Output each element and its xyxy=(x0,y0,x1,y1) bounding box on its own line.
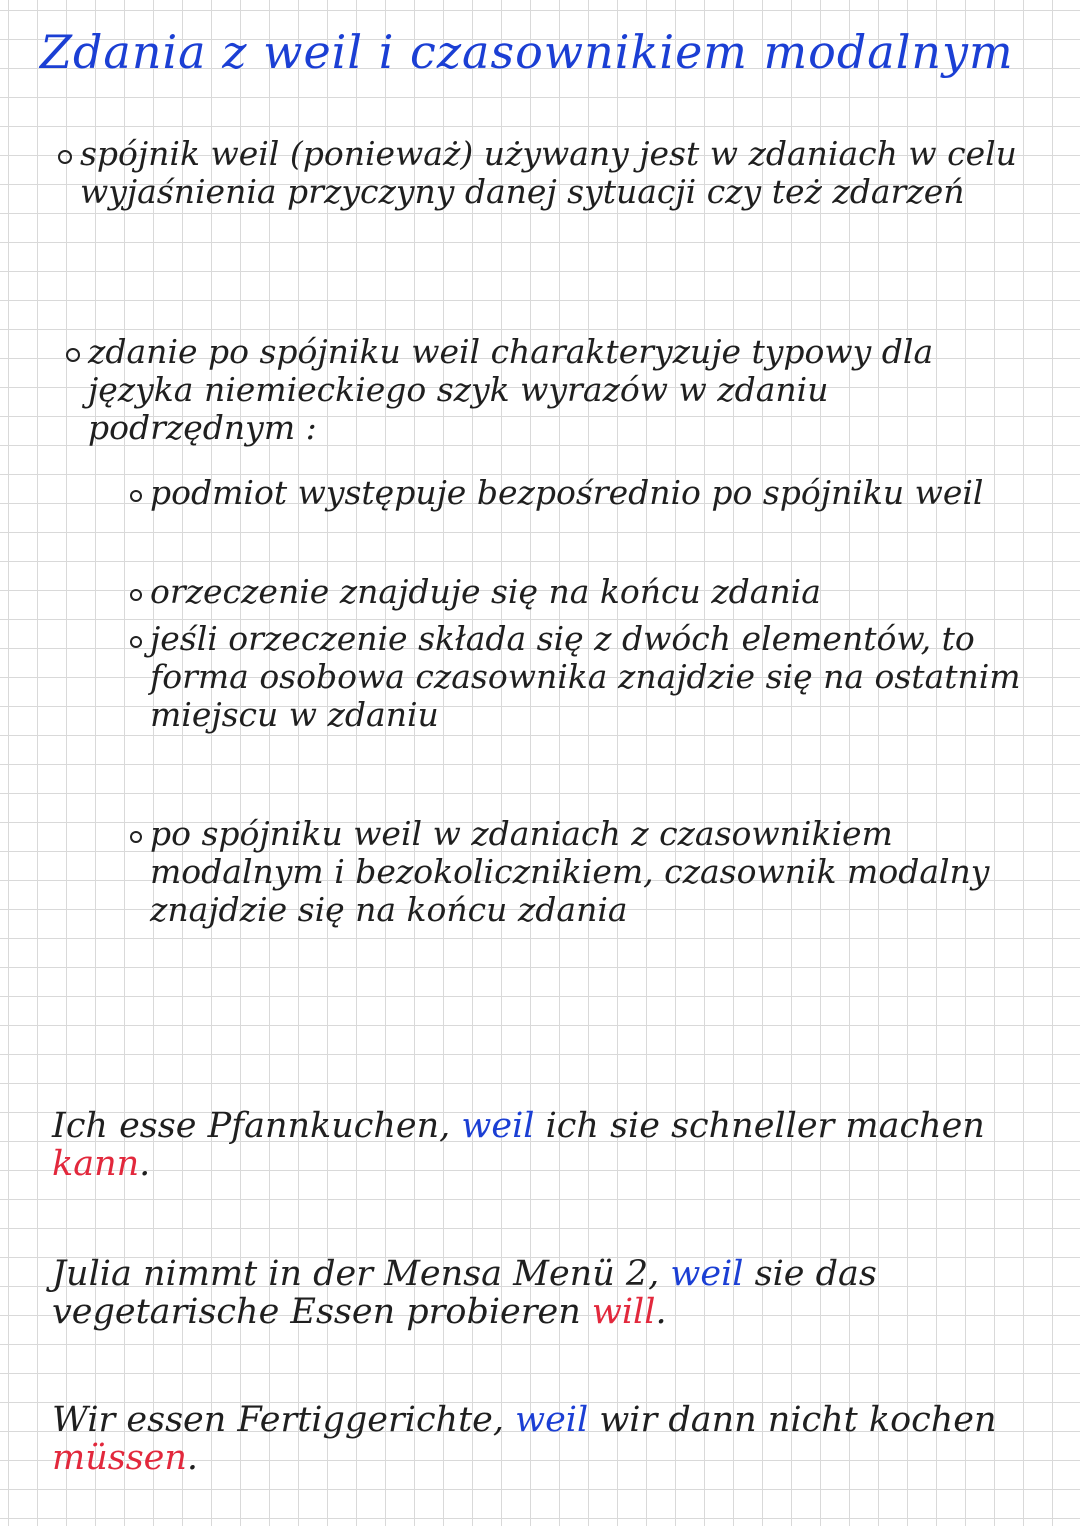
sub-bullet-predicate xyxy=(150,573,1030,611)
bullet-circle-icon xyxy=(130,636,142,648)
sub-bullet-text: po spójniku weil w zdaniach z czasownikiem modalnym i bezokolicznikiem, czasownik modalny znajdzie się na końcu zdania xyxy=(150,814,990,929)
sub-bullet-modal-verb xyxy=(150,815,1030,929)
modal-verb: kann xyxy=(52,1144,140,1184)
conjunction-weil: weil xyxy=(670,1254,744,1294)
example-text: Wir essen Fertiggerichte, xyxy=(52,1400,516,1440)
bullet-circle-icon xyxy=(58,150,72,164)
example-sentence xyxy=(52,1401,1012,1477)
example-end: . xyxy=(186,1438,199,1478)
conjunction-weil: weil xyxy=(515,1400,589,1440)
example-sentence xyxy=(52,1255,1012,1331)
modal-verb: will xyxy=(591,1292,656,1332)
example-text: Julia nimmt in der Mensa Menü 2, xyxy=(52,1254,671,1294)
bullet-text: spójnik weil (ponieważ) używany jest w zdaniach w celu wyjaśnienia przyczyny danej sytuacji czy też zdarzeń xyxy=(80,134,1017,211)
sub-bullet-two-elements xyxy=(150,620,1030,734)
bullet-word-order xyxy=(88,333,1038,447)
bullet-circle-icon xyxy=(130,490,142,502)
example-text: sie das vegetarische Essen probieren xyxy=(52,1254,877,1332)
example-text: Ich esse Pfannkuchen, xyxy=(52,1106,462,1146)
sub-bullet-text: podmiot występuje bezpośrednio po spójniku weil xyxy=(150,473,984,512)
bullet-weil-definition xyxy=(80,135,1040,211)
bullet-circle-icon xyxy=(130,589,142,601)
bullet-circle-icon xyxy=(130,831,142,843)
sub-bullet-subject xyxy=(150,474,1030,512)
modal-verb: müssen xyxy=(52,1438,187,1478)
example-end: . xyxy=(655,1292,667,1332)
sub-bullet-text: orzeczenie znajduje się na końcu zdania xyxy=(150,572,821,611)
example-text: wir dann nicht kochen xyxy=(588,1400,997,1440)
conjunction-weil: weil xyxy=(461,1106,535,1146)
example-sentence xyxy=(52,1107,1012,1183)
bullet-text: zdanie po spójniku weil charakteryzuje typowy dla języka niemieckiego szyk wyrazów w zdaniu podrzędnym : xyxy=(88,332,934,447)
sub-bullet-text: jeśli orzeczenie składa się z dwóch elementów, to forma osobowa czasownika znajdzie się na ostatnim miejscu w zdaniu xyxy=(150,619,1021,734)
bullet-circle-icon xyxy=(66,348,80,362)
example-text: ich sie schneller machen xyxy=(534,1106,985,1146)
example-end: . xyxy=(139,1144,151,1184)
page-title: Zdania z weil i czasownikiem modalnym xyxy=(40,25,1014,79)
